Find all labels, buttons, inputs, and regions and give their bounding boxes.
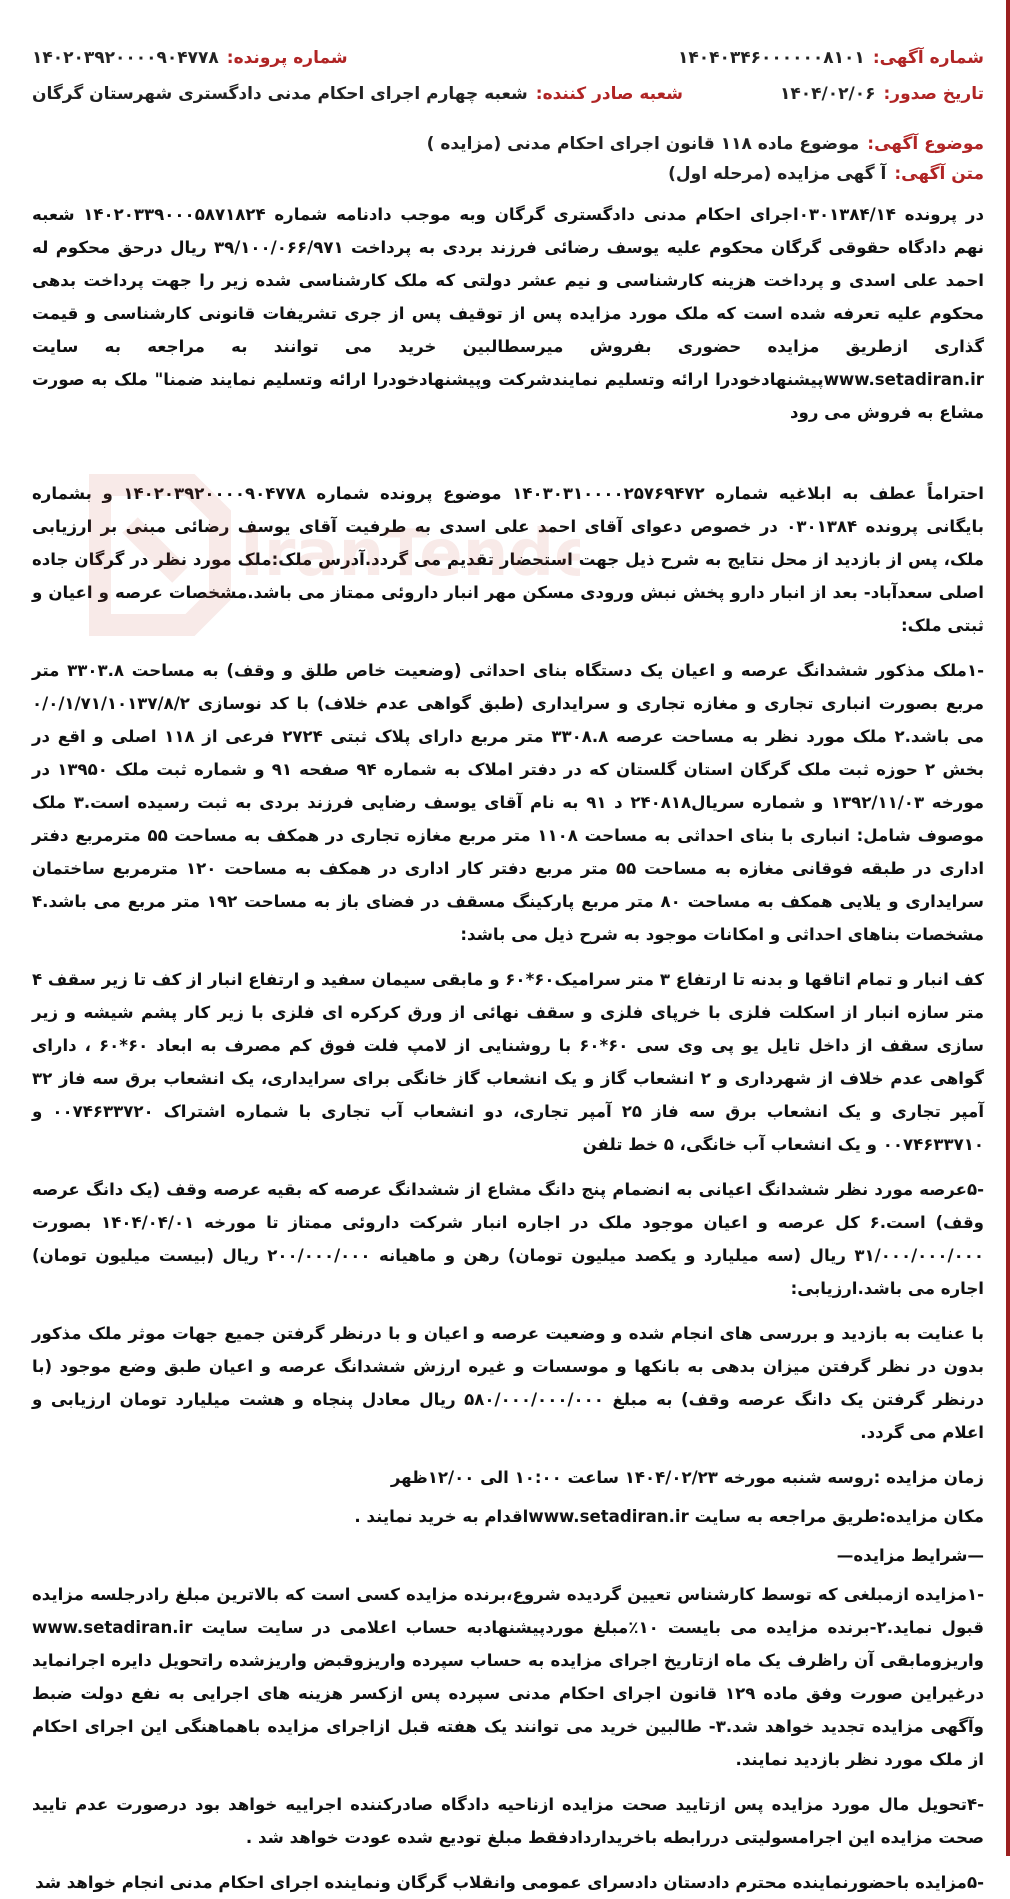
- conditions-title: —شرایط مزایده—: [836, 1546, 984, 1565]
- subject-value: موضوع ماده ۱۱۸ قانون اجرای احکام مدنی (مزایده ): [426, 134, 860, 154]
- issuer-label: شعبه صادر کننده:: [535, 84, 683, 104]
- issue-date-block: [780, 84, 984, 104]
- issue-date-label: تاریخ صدور:: [883, 84, 984, 104]
- ad-number-block: [678, 48, 984, 68]
- paragraph-building-specs: کف انبار و تمام اتاقها و بدنه تا ارتفاع ۳ متر سرامیک۶۰*۶۰ و مابقی سیمان سفید و ارتفاع انبار از کف تا زیر سقف ۴ متر سازه انبار از اسکلت فلزی با خرپای فلزی و سقف نهائی از ورق کرکره ای فلزی با زیر کار پشم شیشه و زیر سازی سقف از داخل تایل یو پی وی سی ۶۰*۶۰ با روشنایی از لامپ فلت فوق کم مصرف به ابعاد ۶۰*۶۰ ، دارای گواهی عدم خلاف از شهرداری و ۲ انشعاب گاز و یک انشعاب گاز خانگی برای سرایداری، یک انشعاب برق سه فاز ۳۲ آمپر تجاری و یک انشعاب برق سه فاز ۲۵ آمپر تجاری، دو انشعاب آب تجاری با شماره اشتراک ۰۰۷۴۶۳۳۷۲۰ و ۰۰۷۴۶۳۳۷۱۰ و یک انشعاب آب خانگی، ۵ خط تلفن: [32, 970, 985, 1154]
- ad-number: ۱۴۰۴۰۳۴۶۰۰۰۰۰۰۸۱۰۱: [678, 48, 865, 68]
- issuer-block: [32, 84, 683, 104]
- header-row-2: [32, 76, 984, 112]
- condition-4: -۴تحویل مال مورد مزایده پس ازتایید صحت مزایده ازناحیه دادگاه صادرکننده اجراییه خواهد بود درصورت عدم تایید صحت مزایده این اجرامسولیتی دررابطه باخریداردادفقط مبلغ تودیع شده عودت خواهد شد .: [32, 1795, 984, 1847]
- file-number: ۱۴۰۲۰۳۹۲۰۰۰۰۹۰۴۷۷۸: [32, 48, 219, 68]
- paragraph-property-details: -۱ملک مذکور ششدانگ عرصه و اعیان یک دستگاه بنای احداثی (وضعیت خاص طلق و وقف) به مساحت ۳۳۰۳.۸ متر مربع بصورت انباری تجاری و مغازه تجاری و سرایداری (طبق گواهی عدم خلاف) با کد نوسازی ۰/۰/۱/۷۱/۱۰۱۳۷/۸/۲ می باشد.۲ ملک مورد نظر به مساحت عرصه ۳۳۰۸.۸ متر مربع دارای پلاک ثبتی ۲۷۲۴ فرعی از ۱۱۸ اصلی و اقع در بخش ۲ حوزه ثبت ملک گرگان استان گلستان که در دفتر املاک به شماره ۹۴ صفحه ۹۱ و شماره ثبت ملک ۱۳۹۵۰ در مورخه ۱۳۹۲/۱۱/۰۳ و شماره سریال۲۴۰۸۱۸ د ۹۱ به نام آقای یوسف رضایی فرزند بردی به ثبت رسیده است.۳ ملک موصوف شامل: انباری با بنای احداثی به مساحت ۱۱۰۸ متر مربع مغازه تجاری در همکف به مساحت ۵۵ مترمربع دفتر اداری در طبقه فوقانی مغازه به مساحت ۵۵ متر مربع دفتر کار اداری در همکف به مساحت ۱۲۰ مترمربع ساختمان سرایداری و یلایی همکف به مساحت ۸۰ متر مربع پارکینگ مسقف در فضای باز به مساحت ۱۹۲ متر مربع می باشد.۴ مشخصات بناهای احداثی و امکانات موجود به شرح ذیل می باشد:: [32, 661, 985, 944]
- subject-line: [32, 134, 984, 154]
- svg-text:IranTender.net: IranTende: [240, 517, 580, 591]
- paragraph-intro: در پرونده ۰۳۰۱۳۸۴/۱۴اجرای احکام مدنی دادگستری گرگان وبه موجب دادنامه شماره ۱۴۰۲۰۳۳۹۰۰۰۵۸۷۱۸۲۴ شعبه نهم دادگاه حقوقی گرگان محکوم علیه یوسف رضائی فرزند بردی به پرداخت ۳۹/۱۰۰/۰۶۶/۹۷۱ ریال درحق محکوم له احمد علی اسدی و پرداخت هزینه کارشناسی و نیم عشر دولتی که ملک کارشناسی شده زیر را جهت پرداخت بدهی محکوم علیه تعرفه شده است که ملک مورد مزایده پس از توقیف پس از جری تشریفات قانونی کارشناسی و قیمت گذاری ازطریق مزایده حضوری بفروش میرسطالبین خرید می توانند به مراجعه به سایت www.setadiran.irپیشنهادخودرا ارائه وتسلیم نمایندشرکت وپیشنهادخودرا ارائه وتسلیم نمایند ضمنا" ملک به صورت مشاع به فروش می رود: [32, 205, 985, 422]
- paragraph-valuation: با عنایت به بازدید و بررسی های انجام شده و وضعیت عرصه و اعیان و با درنظر گرفتن جمیع جهات موثر ملک مذکور بدون در نظر گرفتن میزان بدهی به بانکها و موسسات و غیره ارزش ششدانگ عرصه و اعیان طبق وضع موجود (با درنظر گرفتن یک دانگ عرصه وقف) به مبلغ ۵۸۰/۰۰۰/۰۰۰/۰۰۰ ریال معادل پنجاه و هشت میلیارد تومان ارزیابی و اعلام می گردد.: [32, 1324, 984, 1442]
- spacer: [32, 441, 984, 477]
- issuer: شعبه چهارم اجرای احکام مدنی دادگستری شهرستان گرگان: [32, 84, 528, 104]
- auction-time: زمان مزایده :روسه شنبه مورخه ۱۴۰۴/۰۲/۲۳ ساعت ۱۰:۰۰ الی ۱۲/۰۰ظهر: [390, 1468, 984, 1487]
- file-number-block: [32, 48, 348, 68]
- header-row-1: [32, 40, 984, 76]
- condition-5: -۵مزایده باحضورنماینده محترم دادستان دادسرای عمومی وانقلاب گرگان ونماینده اجرای احکام مدنی انجام خواهد شد: [35, 1873, 984, 1892]
- issue-date: ۱۴۰۴/۰۲/۰۶: [780, 84, 876, 104]
- text-header-value: آ گهی مزایده (مرحله اول): [668, 164, 887, 184]
- paragraph-reference: احتراماً عطف به ابلاغیه شماره ۱۴۰۳۰۳۱۰۰۰۰۲۵۷۶۹۴۷۲ موضوع پرونده شماره ۱۴۰۲۰۳۹۲۰۰۰۰۹۰۴۷۷۸ و بشماره بایگانی پرونده ۰۳۰۱۳۸۴ در خصوص دعوای آقای احمد علی اسدی به طرفیت آقای یوسف رضائی مبنی بر ارزیابی ملک، پس از بازدید از محل نتایج به شرح ذیل جهت استحضار تقدیم می گردد.آدرس ملک:ملک مورد نظر در گرگان جاده اصلی سعدآباد- بعد از انبار دارو پخش نبش ورودی مسکن مهر انبار داروئی ممتاز می باشد.مشخصات عرصه و اعیان و ثبتی ملک:: [32, 484, 984, 635]
- auction-place: مکان مزایده:طریق مراجعه به سایت www.setadiran.irاقدام به خرید نمایند .: [354, 1507, 984, 1526]
- ad-number-label: شماره آگهی:: [872, 48, 984, 68]
- text-header-label: متن آگهی:: [894, 164, 984, 184]
- condition-1-3: -۱مزایده ازمبلغی که توسط کارشناس تعیین گردیده شروع،برنده مزایده کسی است که بالاترین مبلغ رادرجلسه مزایده قبول نماید.۲-برنده مزایده می بایست ۱۰٪مبلغ موردپیشنهادبه حساب اعلامی در سایت سایت www.setadiran.ir واریزومابقی آن راظرف یک ماه ازتاریخ اجرای مزایده به حساب سپرده واریزوقبض واریزشده راتحویل دایره اجرانماید درغیراین صورت وفق ماده ۱۲۹ قانون اجرای احکام مدنی سپرده پس ازکسر هزینه های اجرایی به نفع دولت ضبط وآگهی مزایده تجدید خواهد شد.۳- طالبین خرید می توانند یک هفته قبل ازاجرای مزایده باهماهنگی این اجرای احکام از ملک مورد نظر بازدید نمایند.: [32, 1585, 984, 1769]
- subject-label: موضوع آگهی:: [867, 134, 984, 154]
- paragraph-ownership-lease: -۵عرصه مورد نظر ششدانگ اعیانی به انضمام پنج دانگ مشاع از ششدانگ عرصه که بقیه عرصه وقف (یک دانگ عرصه وقف) است.۶ کل عرصه و اعیان موجود ملک در اجاره انبار شرکت داروئی ممتاز تا مورخه ۱۴۰۴/۰۴/۰۱ بصورت ۳۱/۰۰۰/۰۰۰/۰۰۰ ریال (سه میلیارد و یکصد میلیون تومان) رهن و ماهیانه ۲۰۰/۰۰۰/۰۰۰ ریال (بیست میلیون تومان) اجاره می باشد.ارزیابی:: [32, 1180, 984, 1298]
- text-header-line: [32, 164, 984, 184]
- file-number-label: شماره پرونده:: [226, 48, 348, 68]
